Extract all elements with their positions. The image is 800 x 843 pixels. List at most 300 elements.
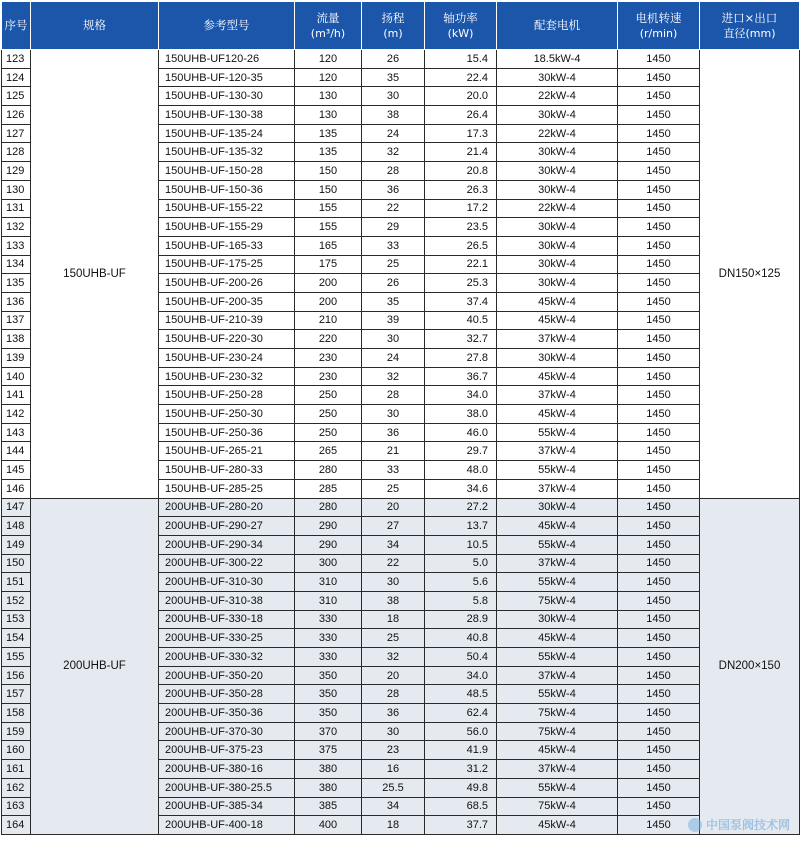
cell-model: 150UHB-UF-150-28 (159, 162, 295, 181)
cell-head: 18 (362, 610, 425, 629)
cell-no: 130 (2, 180, 31, 199)
cell-no: 134 (2, 255, 31, 274)
cell-motor: 30kW-4 (497, 106, 618, 125)
cell-motor: 37kW-4 (497, 330, 618, 349)
cell-model: 150UHB-UF-250-28 (159, 386, 295, 405)
cell-flow: 330 (295, 629, 362, 648)
cell-power: 17.2 (425, 199, 497, 218)
cell-power: 37.4 (425, 292, 497, 311)
cell-flow: 290 (295, 517, 362, 536)
cell-model: 200UHB-UF-290-27 (159, 517, 295, 536)
cell-flow: 265 (295, 442, 362, 461)
cell-motor: 22kW-4 (497, 87, 618, 106)
cell-speed: 1450 (618, 124, 700, 143)
cell-flow: 350 (295, 666, 362, 685)
cell-no: 156 (2, 666, 31, 685)
cell-no: 158 (2, 704, 31, 723)
cell-no: 153 (2, 610, 31, 629)
header-diameter-unit: 直径(mm) (723, 26, 776, 40)
cell-model: 150UHB-UF-220-30 (159, 330, 295, 349)
cell-head: 25.5 (362, 778, 425, 797)
cell-model: 150UHB-UF-200-26 (159, 274, 295, 293)
cell-head: 26 (362, 274, 425, 293)
cell-flow: 120 (295, 68, 362, 87)
cell-power: 22.4 (425, 68, 497, 87)
cell-flow: 250 (295, 386, 362, 405)
cell-speed: 1450 (618, 405, 700, 424)
cell-speed: 1450 (618, 535, 700, 554)
cell-speed: 1450 (618, 629, 700, 648)
cell-motor: 30kW-4 (497, 143, 618, 162)
cell-power: 68.5 (425, 797, 497, 816)
cell-model: 200UHB-UF-400-18 (159, 816, 295, 835)
cell-no: 124 (2, 68, 31, 87)
cell-motor: 30kW-4 (497, 498, 618, 517)
cell-model: 150UHB-UF-265-21 (159, 442, 295, 461)
cell-model: 200UHB-UF-330-32 (159, 648, 295, 667)
cell-motor: 45kW-4 (497, 311, 618, 330)
cell-flow: 210 (295, 311, 362, 330)
cell-speed: 1450 (618, 498, 700, 517)
cell-no: 131 (2, 199, 31, 218)
cell-head: 30 (362, 405, 425, 424)
cell-head: 28 (362, 386, 425, 405)
cell-head: 34 (362, 535, 425, 554)
cell-power: 5.0 (425, 554, 497, 573)
cell-head: 39 (362, 311, 425, 330)
cell-head: 16 (362, 760, 425, 779)
cell-head: 21 (362, 442, 425, 461)
cell-motor: 22kW-4 (497, 199, 618, 218)
cell-speed: 1450 (618, 386, 700, 405)
header-speed-label: 电机转速 (635, 10, 682, 25)
cell-flow: 200 (295, 292, 362, 311)
cell-no: 164 (2, 816, 31, 835)
cell-head: 20 (362, 498, 425, 517)
cell-head: 26 (362, 50, 425, 69)
cell-flow: 150 (295, 162, 362, 181)
cell-head: 38 (362, 106, 425, 125)
cell-head: 18 (362, 816, 425, 835)
header-row (2, 2, 800, 50)
cell-power: 34.0 (425, 386, 497, 405)
cell-speed: 1450 (618, 143, 700, 162)
cell-speed: 1450 (618, 50, 700, 69)
cell-motor: 37kW-4 (497, 554, 618, 573)
cell-flow: 200 (295, 274, 362, 293)
cell-power: 20.0 (425, 87, 497, 106)
cell-no: 143 (2, 423, 31, 442)
cell-speed: 1450 (618, 423, 700, 442)
cell-head: 30 (362, 87, 425, 106)
cell-power: 34.6 (425, 479, 497, 498)
cell-no: 157 (2, 685, 31, 704)
cell-speed: 1450 (618, 741, 700, 760)
cell-motor: 45kW-4 (497, 405, 618, 424)
cell-no: 135 (2, 274, 31, 293)
watermark-logo-icon (688, 818, 702, 832)
cell-no: 159 (2, 722, 31, 741)
cell-motor: 55kW-4 (497, 648, 618, 667)
cell-spec-group: 200UHB-UF (31, 498, 159, 834)
header-motor (497, 2, 618, 50)
cell-flow: 250 (295, 423, 362, 442)
header-speed-unit: (r/min) (639, 26, 678, 40)
cell-flow: 285 (295, 479, 362, 498)
cell-motor: 45kW-4 (497, 517, 618, 536)
cell-motor: 30kW-4 (497, 274, 618, 293)
cell-model: 150UHB-UF-210-39 (159, 311, 295, 330)
cell-speed: 1450 (618, 797, 700, 816)
cell-head: 38 (362, 591, 425, 610)
cell-head: 25 (362, 629, 425, 648)
cell-speed: 1450 (618, 330, 700, 349)
cell-model: 150UHB-UF-175-25 (159, 255, 295, 274)
cell-flow: 175 (295, 255, 362, 274)
cell-power: 27.8 (425, 349, 497, 368)
cell-head: 24 (362, 349, 425, 368)
header-no-label: 序号 (4, 18, 28, 32)
cell-model: 150UHB-UF-200-35 (159, 292, 295, 311)
cell-power: 5.6 (425, 573, 497, 592)
header-model (159, 2, 295, 50)
cell-motor: 75kW-4 (497, 704, 618, 723)
header-power-label: 轴功率 (443, 10, 478, 25)
cell-power: 37.7 (425, 816, 497, 835)
cell-model: 200UHB-UF-310-30 (159, 573, 295, 592)
cell-flow: 310 (295, 573, 362, 592)
cell-power: 40.5 (425, 311, 497, 330)
cell-speed: 1450 (618, 292, 700, 311)
cell-no: 129 (2, 162, 31, 181)
cell-power: 17.3 (425, 124, 497, 143)
cell-flow: 135 (295, 143, 362, 162)
cell-no: 126 (2, 106, 31, 125)
cell-model: 150UHB-UF-155-22 (159, 199, 295, 218)
cell-motor: 18.5kW-4 (497, 50, 618, 69)
cell-motor: 30kW-4 (497, 236, 618, 255)
cell-flow: 165 (295, 236, 362, 255)
cell-no: 132 (2, 218, 31, 237)
cell-diameter-group: DN200×150 (700, 498, 800, 834)
cell-no: 127 (2, 124, 31, 143)
cell-power: 15.4 (425, 50, 497, 69)
table-row (2, 498, 800, 517)
cell-head: 29 (362, 218, 425, 237)
cell-head: 22 (362, 199, 425, 218)
cell-no: 147 (2, 498, 31, 517)
cell-power: 36.7 (425, 367, 497, 386)
cell-motor: 30kW-4 (497, 349, 618, 368)
cell-power: 22.1 (425, 255, 497, 274)
cell-motor: 30kW-4 (497, 610, 618, 629)
cell-model: 150UHB-UF-130-30 (159, 87, 295, 106)
cell-diameter-group: DN150×125 (700, 50, 800, 499)
watermark-text: 中国泵阀技术网 (705, 818, 790, 832)
cell-model: 200UHB-UF-380-25.5 (159, 778, 295, 797)
cell-spec-group: 150UHB-UF (31, 50, 159, 499)
cell-model: 150UHB-UF-150-36 (159, 180, 295, 199)
cell-model: 200UHB-UF-380-16 (159, 760, 295, 779)
cell-motor: 30kW-4 (497, 162, 618, 181)
cell-flow: 330 (295, 648, 362, 667)
cell-motor: 75kW-4 (497, 722, 618, 741)
cell-motor: 55kW-4 (497, 535, 618, 554)
cell-speed: 1450 (618, 666, 700, 685)
cell-motor: 37kW-4 (497, 442, 618, 461)
cell-flow: 120 (295, 50, 362, 69)
cell-speed: 1450 (618, 461, 700, 480)
cell-flow: 280 (295, 498, 362, 517)
cell-motor: 37kW-4 (497, 479, 618, 498)
cell-power: 21.4 (425, 143, 497, 162)
cell-speed: 1450 (618, 722, 700, 741)
cell-flow: 310 (295, 591, 362, 610)
cell-model: 200UHB-UF-370-30 (159, 722, 295, 741)
header-model-label: 参考型号 (203, 18, 250, 32)
cell-motor: 30kW-4 (497, 68, 618, 87)
cell-power: 20.8 (425, 162, 497, 181)
cell-flow: 130 (295, 106, 362, 125)
cell-head: 36 (362, 423, 425, 442)
cell-power: 41.9 (425, 741, 497, 760)
cell-head: 28 (362, 685, 425, 704)
cell-model: 200UHB-UF-330-18 (159, 610, 295, 629)
header-spec-label: 规格 (83, 18, 106, 32)
header-motor-label: 配套电机 (534, 18, 580, 32)
cell-no: 144 (2, 442, 31, 461)
cell-speed: 1450 (618, 479, 700, 498)
cell-power: 48.0 (425, 461, 497, 480)
cell-model: 150UHB-UF-165-33 (159, 236, 295, 255)
cell-head: 20 (362, 666, 425, 685)
header-head (362, 2, 425, 50)
cell-model: 150UHB-UF-280-33 (159, 461, 295, 480)
cell-flow: 330 (295, 610, 362, 629)
cell-flow: 385 (295, 797, 362, 816)
cell-no: 139 (2, 349, 31, 368)
cell-head: 36 (362, 704, 425, 723)
header-power (425, 2, 497, 50)
header-flow-unit: (m³/h) (310, 26, 346, 40)
cell-speed: 1450 (618, 236, 700, 255)
cell-speed: 1450 (618, 87, 700, 106)
cell-head: 30 (362, 722, 425, 741)
cell-motor: 30kW-4 (497, 180, 618, 199)
cell-head: 25 (362, 255, 425, 274)
cell-model: 150UHB-UF-230-24 (159, 349, 295, 368)
cell-power: 26.5 (425, 236, 497, 255)
cell-no: 146 (2, 479, 31, 498)
cell-speed: 1450 (618, 106, 700, 125)
cell-no: 137 (2, 311, 31, 330)
table-row (2, 50, 800, 69)
cell-no: 138 (2, 330, 31, 349)
cell-power: 5.8 (425, 591, 497, 610)
cell-model: 200UHB-UF-350-36 (159, 704, 295, 723)
cell-flow: 135 (295, 124, 362, 143)
cell-head: 28 (362, 162, 425, 181)
cell-no: 136 (2, 292, 31, 311)
cell-speed: 1450 (618, 704, 700, 723)
cell-speed: 1450 (618, 311, 700, 330)
cell-head: 35 (362, 68, 425, 87)
cell-flow: 130 (295, 87, 362, 106)
cell-head: 32 (362, 648, 425, 667)
header-head-unit: (m) (383, 26, 403, 40)
cell-no: 152 (2, 591, 31, 610)
cell-model: 200UHB-UF-310-38 (159, 591, 295, 610)
header-no (2, 2, 31, 50)
cell-model: 200UHB-UF-350-28 (159, 685, 295, 704)
cell-flow: 350 (295, 685, 362, 704)
cell-flow: 380 (295, 778, 362, 797)
cell-head: 36 (362, 180, 425, 199)
cell-speed: 1450 (618, 68, 700, 87)
cell-power: 13.7 (425, 517, 497, 536)
cell-model: 200UHB-UF-280-20 (159, 498, 295, 517)
cell-flow: 350 (295, 704, 362, 723)
cell-speed: 1450 (618, 816, 700, 835)
cell-flow: 300 (295, 554, 362, 573)
cell-motor: 55kW-4 (497, 778, 618, 797)
cell-speed: 1450 (618, 648, 700, 667)
cell-head: 30 (362, 330, 425, 349)
cell-motor: 37kW-4 (497, 386, 618, 405)
cell-model: 200UHB-UF-375-23 (159, 741, 295, 760)
cell-power: 62.4 (425, 704, 497, 723)
cell-power: 10.5 (425, 535, 497, 554)
cell-speed: 1450 (618, 180, 700, 199)
cell-model: 150UHB-UF-155-29 (159, 218, 295, 237)
cell-power: 48.5 (425, 685, 497, 704)
cell-flow: 375 (295, 741, 362, 760)
cell-speed: 1450 (618, 367, 700, 386)
cell-speed: 1450 (618, 349, 700, 368)
cell-flow: 230 (295, 349, 362, 368)
cell-motor: 45kW-4 (497, 816, 618, 835)
cell-flow: 155 (295, 218, 362, 237)
cell-power: 40.8 (425, 629, 497, 648)
cell-speed: 1450 (618, 760, 700, 779)
table-body (2, 50, 800, 835)
cell-speed: 1450 (618, 517, 700, 536)
cell-flow: 155 (295, 199, 362, 218)
cell-model: 200UHB-UF-385-34 (159, 797, 295, 816)
cell-power: 23.5 (425, 218, 497, 237)
cell-head: 25 (362, 479, 425, 498)
cell-power: 29.7 (425, 442, 497, 461)
header-spec (31, 2, 159, 50)
cell-model: 200UHB-UF-330-25 (159, 629, 295, 648)
cell-no: 154 (2, 629, 31, 648)
cell-power: 50.4 (425, 648, 497, 667)
cell-speed: 1450 (618, 162, 700, 181)
cell-motor: 45kW-4 (497, 629, 618, 648)
cell-model: 200UHB-UF-300-22 (159, 554, 295, 573)
cell-no: 162 (2, 778, 31, 797)
cell-model: 150UHB-UF-230-32 (159, 367, 295, 386)
cell-no: 150 (2, 554, 31, 573)
cell-power: 26.4 (425, 106, 497, 125)
header-flow (295, 2, 362, 50)
cell-head: 33 (362, 461, 425, 480)
pump-spec-table (1, 1, 800, 835)
cell-power: 38.0 (425, 405, 497, 424)
cell-model: 150UHB-UF-135-24 (159, 124, 295, 143)
header-speed (618, 2, 700, 50)
site-watermark (688, 816, 790, 833)
cell-model: 200UHB-UF-290-34 (159, 535, 295, 554)
cell-power: 46.0 (425, 423, 497, 442)
cell-head: 24 (362, 124, 425, 143)
cell-no: 140 (2, 367, 31, 386)
cell-power: 27.2 (425, 498, 497, 517)
cell-motor: 30kW-4 (497, 218, 618, 237)
header-power-unit: (kW) (447, 26, 474, 40)
cell-model: 150UHB-UF-250-30 (159, 405, 295, 424)
cell-speed: 1450 (618, 778, 700, 797)
cell-flow: 220 (295, 330, 362, 349)
cell-no: 161 (2, 760, 31, 779)
cell-speed: 1450 (618, 685, 700, 704)
cell-flow: 280 (295, 461, 362, 480)
cell-no: 145 (2, 461, 31, 480)
cell-model: 200UHB-UF-350-20 (159, 666, 295, 685)
cell-speed: 1450 (618, 591, 700, 610)
cell-power: 31.2 (425, 760, 497, 779)
cell-head: 32 (362, 367, 425, 386)
cell-flow: 230 (295, 367, 362, 386)
cell-speed: 1450 (618, 218, 700, 237)
cell-no: 151 (2, 573, 31, 592)
cell-motor: 45kW-4 (497, 741, 618, 760)
cell-no: 133 (2, 236, 31, 255)
cell-flow: 150 (295, 180, 362, 199)
cell-no: 160 (2, 741, 31, 760)
cell-speed: 1450 (618, 442, 700, 461)
cell-motor: 37kW-4 (497, 666, 618, 685)
cell-flow: 250 (295, 405, 362, 424)
cell-speed: 1450 (618, 610, 700, 629)
cell-power: 28.9 (425, 610, 497, 629)
header-diameter-label: 进口×出口 (721, 10, 778, 25)
cell-head: 30 (362, 573, 425, 592)
cell-flow: 370 (295, 722, 362, 741)
cell-power: 56.0 (425, 722, 497, 741)
cell-speed: 1450 (618, 199, 700, 218)
header-flow-label: 流量 (316, 10, 340, 25)
cell-model: 150UHB-UF-250-36 (159, 423, 295, 442)
cell-speed: 1450 (618, 554, 700, 573)
cell-power: 26.3 (425, 180, 497, 199)
cell-motor: 75kW-4 (497, 797, 618, 816)
cell-power: 34.0 (425, 666, 497, 685)
cell-head: 32 (362, 143, 425, 162)
cell-no: 163 (2, 797, 31, 816)
cell-head: 35 (362, 292, 425, 311)
cell-power: 32.7 (425, 330, 497, 349)
cell-head: 22 (362, 554, 425, 573)
cell-head: 23 (362, 741, 425, 760)
cell-power: 49.8 (425, 778, 497, 797)
cell-no: 142 (2, 405, 31, 424)
cell-model: 150UHB-UF-130-38 (159, 106, 295, 125)
cell-speed: 1450 (618, 573, 700, 592)
cell-motor: 55kW-4 (497, 685, 618, 704)
cell-motor: 45kW-4 (497, 367, 618, 386)
cell-motor: 55kW-4 (497, 573, 618, 592)
